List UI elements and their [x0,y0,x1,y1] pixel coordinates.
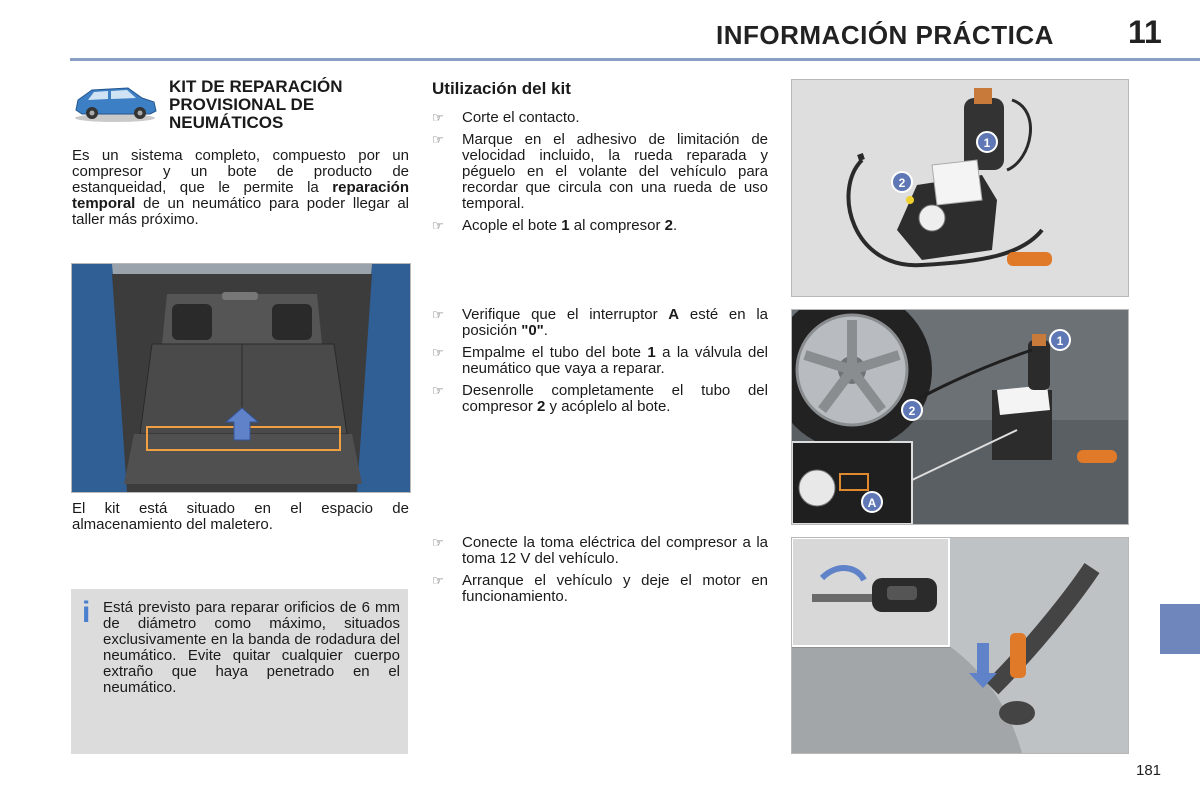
header-rule [70,58,1200,61]
step-item [432,132,768,212]
intro-text: Es un sistema completo, compuesto por un compresor y un bote de producto de estanqueidad, que le permite la [72,147,409,196]
steps-list-3 [432,535,768,611]
pointing-hand-icon: ☞ [432,110,444,125]
step-text: . [543,322,548,339]
power-outlet-illustration [791,537,1129,754]
step-text: Empalme el tubo del bote [462,344,648,361]
pointing-hand-icon: ☞ [432,132,444,147]
pointing-hand-icon: ☞ [432,345,444,360]
section-title-line: PROVISIONAL DE [169,95,315,114]
usage-title: Utilización del kit [432,79,571,98]
section-title [169,78,409,132]
kit-location-text: El kit está situado en el espacio de almacenamiento del maletero. [72,500,409,533]
pointing-hand-icon: ☞ [432,218,444,233]
steps-list-1 [432,110,768,240]
step-item [432,535,768,567]
step-ref: 1 [647,344,656,361]
step-text: Corte el contacto. [462,109,580,126]
step-text: Desenrolle completamente el tubo del compresor [462,382,768,415]
step-text: al compresor [569,217,665,234]
page-number: 181 [1136,762,1162,779]
label-2: 2 [908,404,916,418]
section-title-line: KIT DE REPARACIÓN [169,77,343,96]
step-item [432,307,768,339]
compressor-kit-illustration [791,79,1129,297]
intro-text-end: de un neumático para poder llegar al taller más próximo. [72,195,409,228]
intro-paragraph [72,148,409,228]
label-a: A [867,496,877,510]
label-1: 1 [983,136,991,150]
step-item [432,110,768,126]
step-ref: 1 [561,217,570,234]
intro-bold: reparación temporal [72,179,409,212]
step-item [432,218,768,234]
step-text: esté en la posición [462,306,768,339]
step-text: Marque en el adhesivo de limitación de velocidad incluido, la rueda reparada y péguelo en el volante del vehículo para recordar que circula con una rueda de uso temporal. [462,131,768,212]
pointing-hand-icon: ☞ [432,573,444,588]
chapter-number: 11 [1128,14,1162,50]
section-title-line: NEUMÁTICOS [169,113,284,132]
chapter-side-tab [1160,604,1200,654]
step-text: Verifique que el interruptor [462,306,669,323]
step-ref: A [668,306,680,323]
step-ref: "0" [521,322,544,339]
tire-connection-illustration [791,309,1129,525]
step-text: a la válvula del neumático que vaya a reparar. [462,344,768,377]
label-1: 1 [1056,334,1064,348]
pointing-hand-icon: ☞ [432,307,444,322]
info-icon: i [82,596,91,629]
car-icon [72,80,158,124]
step-text: . [672,217,678,234]
step-item [432,383,768,415]
pointing-hand-icon: ☞ [432,535,444,550]
step-ref: 2 [537,398,546,415]
chapter-title: INFORMACIÓN PRÁCTICA [716,20,1054,50]
step-text: Arranque el vehículo y deje el motor en funcionamiento. [462,572,768,605]
step-item [432,345,768,377]
step-text: Acople el bote [462,217,562,234]
label-2: 2 [898,176,906,190]
step-ref: 2 [664,217,673,234]
steps-list-2 [432,307,768,421]
step-text: y acóplelo al bote. [545,398,671,415]
info-note-text: Está previsto para reparar orificios de 6 mm de diámetro como máximo, situados exclusivamente en la banda de rodadura del neumático. Evite quitar cualquier cuerpo extraño que haya penetrado en el neumático. [103,599,400,696]
step-item [432,573,768,605]
step-text: Conecte la toma eléctrica del compresor a la toma 12 V del vehículo. [462,534,768,567]
pointing-hand-icon: ☞ [432,383,444,398]
trunk-illustration [71,263,411,493]
